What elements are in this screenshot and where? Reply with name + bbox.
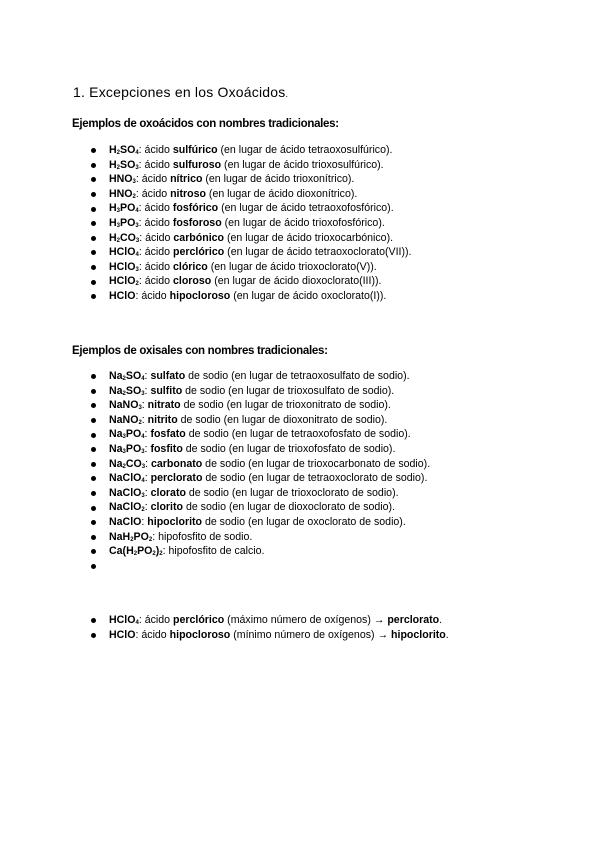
list-item	[0, 384, 430, 399]
formula-subscript: 3	[132, 179, 136, 186]
result-tail: .	[445, 628, 449, 641]
page-title-trailing: .	[285, 89, 289, 99]
salts-heading: Ejemplos de oxisales con nombres tradicionales:	[72, 345, 328, 357]
formula-part: NaClO	[109, 501, 142, 514]
description-text: de sodio (en lugar de trioxocarbonato de sodio).	[202, 457, 431, 470]
description-text: de sodio (en lugar de tetraoxofosfato de sodio).	[185, 428, 411, 441]
formula-subscript: 2	[122, 390, 126, 397]
traditional-name: sulfúrico	[172, 144, 218, 156]
chemical-formula	[109, 614, 139, 626]
traditional-name: sulfito	[150, 384, 183, 397]
formula-subscript: 3	[141, 390, 145, 397]
formula-subscript: 3	[141, 463, 146, 470]
separator: :	[141, 399, 148, 412]
list-item	[0, 544, 430, 559]
list-item	[0, 158, 411, 173]
formula-subscript: 2	[135, 281, 139, 288]
chemical-formula	[109, 385, 145, 397]
formula-subscript: 4	[135, 150, 139, 156]
separator: :	[144, 501, 151, 514]
formula-part: SO	[120, 158, 136, 171]
separator: :	[162, 545, 169, 558]
separator: :	[135, 289, 142, 302]
list-item	[0, 143, 411, 158]
formula-subscript: 3	[135, 266, 139, 273]
prefix-text: ácido	[144, 202, 173, 215]
separator: :	[144, 486, 151, 499]
prefix-text: ácido	[145, 231, 174, 244]
formula-part: NaClO	[109, 515, 142, 528]
result-name: hipoclorito	[391, 628, 446, 641]
traditional-name: carbonato	[151, 457, 203, 470]
prefix-text: ácido	[144, 158, 173, 171]
traditional-name: clorito	[150, 501, 183, 514]
separator: :	[135, 173, 142, 186]
formula-part: HClO	[109, 614, 136, 626]
formula-part: NaClO	[109, 486, 142, 499]
description-text: de sodio (en lugar de tetraoxosulfato de sodio).	[185, 370, 410, 382]
prefix-text: ácido	[144, 614, 173, 626]
list-item	[0, 628, 449, 643]
chemical-formula	[109, 472, 145, 484]
description-text: (en lugar de ácido trioxosulfúrico).	[221, 158, 384, 171]
chemical-formula	[109, 159, 139, 171]
chemical-formula	[109, 458, 145, 470]
traditional-name: sulfato	[150, 370, 186, 382]
description-text: (en lugar de ácido dioxonítrico).	[205, 187, 358, 200]
formula-subscript: 2	[133, 551, 138, 558]
chemical-formula	[109, 290, 135, 302]
separator: :	[138, 246, 145, 259]
prefix-text: ácido	[141, 173, 171, 186]
formula-subscript: 3	[138, 405, 142, 412]
formula-part: SO	[125, 370, 142, 382]
formula-subscript: 2	[141, 507, 145, 514]
formula-part: H	[109, 216, 117, 229]
description-text: (en lugar de ácido trioxoclorato(V)).	[207, 260, 377, 273]
result-name: perclorato	[387, 614, 440, 626]
formula-subscript: 4	[135, 252, 139, 259]
chemical-formula	[109, 217, 139, 229]
chemical-formula	[109, 399, 142, 411]
list-item	[0, 231, 411, 246]
list-item	[0, 427, 430, 442]
traditional-name: clórico	[173, 260, 208, 273]
chemical-formula	[109, 443, 145, 455]
result-tail: .	[439, 614, 443, 626]
formula-part: )	[155, 545, 160, 558]
chemical-formula	[109, 629, 135, 641]
separator: :	[138, 144, 145, 156]
formula-subscript: 3	[141, 492, 145, 499]
formula-part: NaNO	[109, 399, 139, 412]
prefix-text: ácido	[144, 246, 173, 259]
prefix-text: ácido	[141, 289, 170, 302]
traditional-name: hipoclorito	[147, 515, 203, 528]
formula-part: Na	[109, 384, 123, 397]
formula-part: HClO	[109, 275, 136, 288]
list-item	[0, 515, 430, 530]
description-text: de sodio (en lugar de dioxonitrato de sodio).	[177, 413, 388, 426]
list-item	[0, 274, 411, 289]
list-item	[0, 187, 411, 202]
formula-subscript: 2	[148, 536, 153, 543]
chemical-formula	[109, 261, 139, 273]
formula-subscript: 3	[122, 448, 126, 455]
formula-subscript: 2	[116, 237, 120, 244]
separator: :	[138, 260, 145, 273]
formula-part: SO	[125, 384, 142, 397]
traditional-name: cloroso	[173, 275, 212, 288]
comparison-list	[0, 613, 449, 642]
description-text: (en lugar de ácido trioxonítrico).	[202, 173, 355, 186]
traditional-name: carbónico	[173, 231, 225, 244]
prefix-text: ácido	[144, 275, 173, 288]
formula-part: NaClO	[109, 472, 142, 485]
formula-part: PO	[120, 202, 136, 215]
formula-part: Na	[109, 457, 123, 470]
formula-subscript: 2	[116, 150, 120, 156]
traditional-name: fosfórico	[172, 202, 219, 215]
separator: :	[138, 202, 145, 215]
separator: :	[139, 231, 146, 244]
prefix-text: ácido	[144, 144, 173, 156]
chemical-formula	[109, 531, 152, 543]
formula-subscript: 3	[122, 434, 126, 441]
list-item	[0, 500, 430, 515]
acids-list	[0, 143, 411, 304]
description-text: (en lugar de ácido dioxoclorato(III)).	[211, 275, 382, 288]
formula-part: PO	[133, 530, 149, 543]
traditional-name: fosfato	[150, 428, 186, 441]
chemical-formula	[109, 232, 139, 244]
chemical-formula	[109, 144, 139, 156]
formula-subscript: 2	[138, 419, 142, 426]
formula-part: CO	[120, 231, 136, 244]
formula-subscript: 3	[135, 222, 139, 229]
description-text: de sodio (en lugar de trioxofosfato de sodio).	[182, 442, 396, 455]
separator: :	[135, 628, 142, 641]
list-item	[0, 457, 430, 472]
prefix-text: ácido	[144, 260, 173, 273]
separator: :	[135, 187, 142, 200]
prefix-text: ácido	[144, 216, 173, 229]
traditional-name: nítrico	[170, 173, 203, 186]
chemical-formula	[109, 370, 145, 382]
traditional-name: hipocloroso	[169, 289, 231, 302]
formula-subscript: 2	[132, 193, 136, 200]
formula-subscript: 4	[135, 620, 139, 626]
description-text: (en lugar de ácido oxoclorato(I)).	[230, 289, 387, 302]
formula-part: H	[109, 202, 117, 215]
traditional-name: sulfuroso	[172, 158, 222, 171]
description-text: (máximo número de oxígenos) →	[224, 614, 388, 626]
separator: :	[144, 428, 151, 441]
traditional-name: perclorato	[150, 472, 203, 485]
list-item	[0, 559, 430, 574]
formula-part: HClO	[109, 246, 136, 259]
formula-subscript: 3	[141, 448, 145, 455]
formula-part: PO	[137, 545, 153, 558]
chemical-formula	[109, 414, 142, 426]
traditional-name: perclórico	[173, 614, 225, 626]
list-item	[0, 369, 430, 384]
chemical-formula	[109, 428, 145, 440]
separator: :	[138, 275, 145, 288]
formula-part: PO	[125, 442, 142, 455]
description-text: hipofosfito de calcio.	[168, 545, 265, 558]
acids-heading: Ejemplos de oxoácidos con nombres tradicionales:	[72, 118, 339, 130]
prefix-text: ácido	[141, 628, 170, 641]
description-text: (en lugar de ácido tetraoxofosfórico).	[218, 202, 394, 215]
list-item	[0, 216, 411, 231]
description-text: (en lugar de ácido trioxofosfórico).	[221, 216, 385, 229]
formula-part: HClO	[109, 289, 136, 302]
formula-subscript: 4	[141, 434, 145, 441]
formula-part: NaH	[109, 530, 131, 543]
traditional-name: clorato	[150, 486, 186, 499]
separator: :	[144, 370, 151, 382]
formula-part: PO	[125, 428, 142, 441]
list-item	[0, 486, 430, 501]
description-text: de sodio (en lugar de tetraoxoclorato de sodio).	[202, 472, 428, 485]
chemical-formula	[109, 487, 145, 499]
page-title-text: 1. Excepciones en los Oxoácidos	[73, 84, 286, 100]
page-title	[73, 84, 288, 100]
traditional-name: fosforoso	[172, 216, 222, 229]
separator: :	[145, 457, 152, 470]
salts-list	[0, 369, 430, 573]
traditional-name: fosfito	[150, 442, 183, 455]
description-text: de sodio (en lugar de trioxosulfato de sodio).	[182, 384, 395, 397]
chemical-formula	[109, 516, 141, 528]
formula-subscript: 3	[116, 222, 120, 229]
formula-part: HClO	[109, 260, 136, 273]
description-text: (en lugar de ácido tetraoxoclorato(VII)).	[224, 246, 412, 259]
separator: :	[152, 530, 159, 543]
separator: :	[138, 614, 145, 626]
separator: :	[141, 515, 148, 528]
description-text: de sodio (en lugar de dioxoclorato de sodio).	[183, 501, 396, 514]
description-text: (en lugar de ácido trioxocarbónico).	[224, 231, 394, 244]
list-item	[0, 201, 411, 216]
list-item	[0, 613, 449, 628]
formula-subscript: 2	[159, 551, 163, 558]
formula-part: Ca(H	[109, 545, 134, 558]
list-item	[0, 442, 430, 457]
chemical-formula	[109, 275, 139, 287]
prefix-text: ácido	[141, 187, 171, 200]
formula-part: H	[109, 231, 117, 244]
formula-part: Na	[109, 442, 123, 455]
formula-subscript: 2	[152, 551, 156, 558]
formula-part: Na	[109, 370, 123, 382]
chemical-formula	[109, 173, 136, 185]
list-item	[0, 245, 411, 260]
formula-subscript: 2	[116, 164, 120, 171]
formula-subscript: 4	[141, 478, 145, 485]
formula-subscript: 4	[135, 208, 139, 215]
chemical-formula	[109, 188, 136, 200]
formula-subscript: 2	[122, 463, 126, 470]
list-item	[0, 530, 430, 545]
formula-subscript: 3	[135, 237, 140, 244]
formula-subscript: 3	[116, 208, 120, 215]
list-item	[0, 471, 430, 486]
formula-subscript: 4	[141, 376, 145, 382]
list-item	[0, 413, 430, 428]
description-text: hipofosfito de sodio.	[158, 530, 253, 543]
formula-subscript: 3	[135, 164, 139, 171]
traditional-name: perclórico	[173, 246, 225, 259]
separator: :	[141, 413, 148, 426]
formula-subscript: 2	[130, 536, 134, 543]
chemical-formula	[109, 202, 139, 214]
separator: :	[138, 216, 145, 229]
list-item	[0, 398, 430, 413]
separator: :	[144, 442, 151, 455]
formula-part: HNO	[109, 187, 133, 200]
list-item	[0, 260, 411, 275]
formula-part: PO	[120, 216, 136, 229]
separator: :	[144, 384, 151, 397]
traditional-name: nitroso	[170, 187, 206, 200]
formula-part: H	[109, 144, 117, 156]
list-item	[0, 289, 411, 304]
traditional-name: nitrito	[147, 413, 178, 426]
separator: :	[144, 472, 151, 485]
traditional-name: hipocloroso	[169, 628, 231, 641]
formula-part: HClO	[109, 628, 136, 641]
description-text: (en lugar de ácido tetraoxosulfúrico).	[217, 144, 393, 156]
description-text: de sodio (en lugar de trioxonitrato de sodio).	[180, 399, 391, 412]
formula-part: Na	[109, 428, 123, 441]
formula-part: CO	[125, 457, 142, 470]
list-item	[0, 172, 411, 187]
formula-subscript: 2	[122, 376, 126, 382]
chemical-formula	[109, 501, 145, 513]
chemical-formula	[109, 545, 163, 557]
formula-part: H	[109, 158, 117, 171]
description-text: de sodio (en lugar de trioxoclorato de sodio).	[185, 486, 399, 499]
formula-part: SO	[120, 144, 136, 156]
formula-part: NaNO	[109, 413, 139, 426]
description-text: (mínimo número de oxígenos) →	[230, 628, 392, 641]
traditional-name: nitrato	[147, 399, 181, 412]
description-text: de sodio (en lugar de oxoclorato de sodio).	[202, 515, 406, 528]
separator: :	[138, 158, 145, 171]
chemical-formula	[109, 246, 139, 258]
formula-part: HNO	[109, 173, 133, 186]
